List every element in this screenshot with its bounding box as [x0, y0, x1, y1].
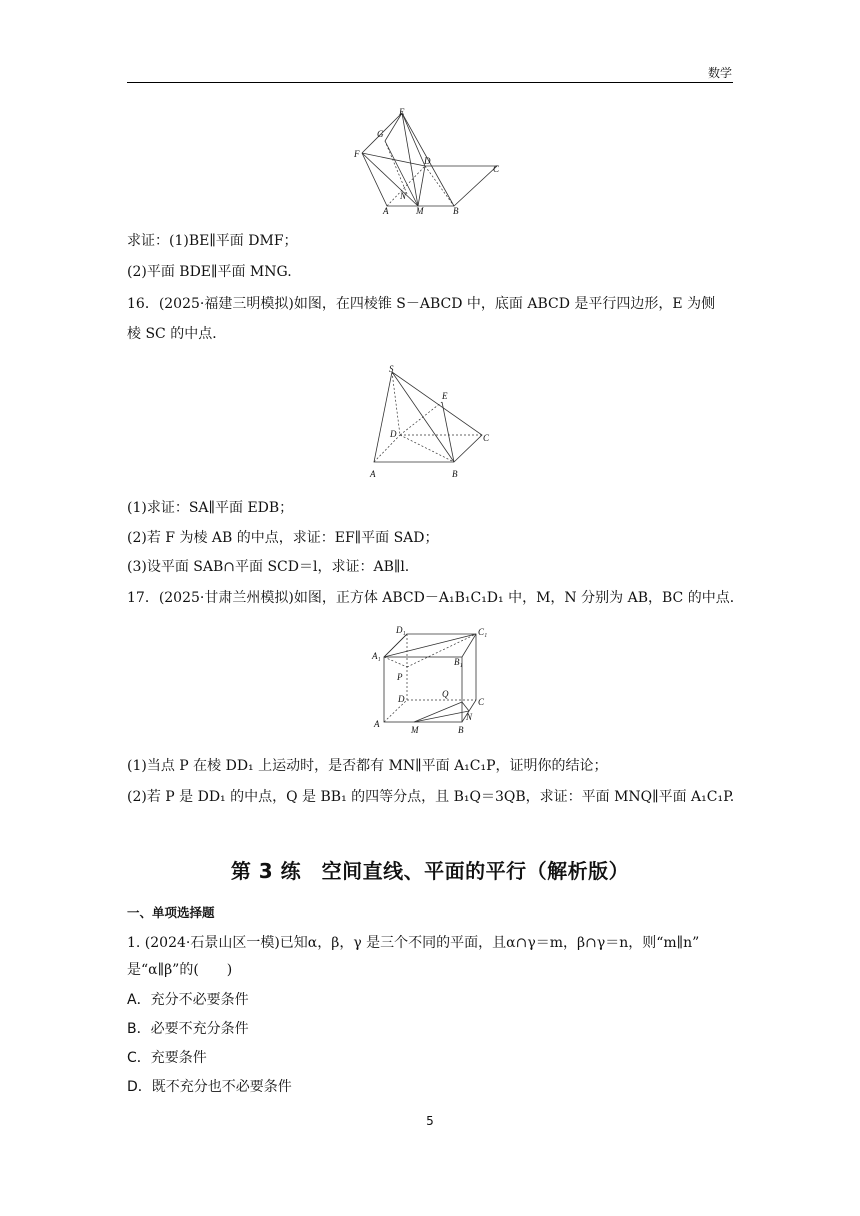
fig17-label-m: M [411, 725, 419, 735]
fig15-label-c: C [493, 164, 500, 174]
fig17-label-q: Q [442, 689, 449, 699]
section-title: 第 3 练 空间直线、平面的平行（解析版） [230, 859, 630, 883]
fig17-label-b: B [458, 725, 464, 735]
header-subject: 数学 [707, 66, 732, 80]
header-rule [127, 82, 733, 83]
q15-line2: (2)平面 BDE∥平面 MNG. [127, 264, 292, 280]
fig16-label-a: A [370, 469, 376, 479]
q1-line2: 是“α∥β”的( ) [127, 962, 233, 978]
fig17-label-d1: D₁ [396, 625, 406, 635]
fig15-label-g: G [377, 129, 384, 139]
fig17-label-b1: B₁ [454, 657, 463, 667]
fig16-label-s: S [389, 364, 394, 374]
fig17-label-p: P [397, 672, 403, 682]
fig15-label-b: B [453, 206, 459, 216]
fig16-label-c: C [483, 433, 490, 443]
page-number: 5 [426, 1114, 434, 1128]
fig15-label-n: N [400, 191, 407, 201]
q15-line1: 求证：(1)BE∥平面 DMF； [127, 233, 298, 249]
fig17-label-a1: A₁ [372, 651, 381, 661]
figure-15 [350, 106, 505, 216]
figure-17 [364, 622, 499, 736]
q16-part1: (1)求证：SA∥平面 EDB； [127, 500, 294, 516]
section-heading: 一、单项选择题 [127, 905, 215, 920]
fig17-label-d: D [398, 694, 405, 704]
q16-line2: 棱 SC 的中点． [127, 326, 227, 342]
fig17-label-c: C [478, 697, 485, 707]
fig15-label-a: A [383, 206, 389, 216]
q17-part2: (2)若 P 是 DD₁ 的中点，Q 是 BB₁ 的四等分点，且 B₁Q＝3QB，求证：平面 MNQ∥平面 A₁C₁P. [127, 789, 735, 805]
fig15-label-d: D [424, 156, 431, 166]
fig17-label-c1: C₁ [478, 627, 488, 637]
q1-option-d: D．既不充分也不必要条件 [127, 1079, 292, 1095]
q16-line1: 16．(2025·福建三明模拟)如图，在四棱锥 S－ABCD 中，底面 ABCD 是平行四边形，E 为侧 [127, 296, 716, 312]
fig16-label-b: B [452, 469, 458, 479]
figure-16 [362, 364, 497, 482]
fig16-label-d: D [390, 429, 397, 439]
fig15-label-f: F [354, 149, 360, 159]
q1-option-a: A．充分不必要条件 [127, 992, 249, 1008]
q17-line1: 17．(2025·甘肃兰州模拟)如图，正方体 ABCD－A₁B₁C₁D₁ 中，M，N 分别为 AB，BC 的中点． [127, 590, 744, 606]
fig15-label-e: E [399, 107, 405, 117]
q16-part2: (2)若 F 为棱 AB 的中点，求证：EF∥平面 SAD； [127, 530, 439, 546]
fig16-label-e: E [442, 391, 448, 401]
q1-option-c: C．充要条件 [127, 1050, 207, 1066]
q17-part1: (1)当点 P 在棱 DD₁ 上运动时，是否都有 MN∥平面 A₁C₁P，证明你的结论； [127, 758, 608, 774]
q1-option-b: B．必要不充分条件 [127, 1021, 249, 1037]
fig17-label-n: N [466, 712, 473, 722]
q1-line1: 1. (2024·石景山区一模)已知α，β，γ 是三个不同的平面，且α∩γ＝m，β∩γ＝n，则“m∥n” [127, 935, 700, 951]
fig15-label-m: M [416, 206, 424, 216]
q16-part3: (3)设平面 SAB∩平面 SCD＝l，求证：AB∥l. [127, 559, 410, 575]
fig17-label-a: A [374, 719, 380, 729]
